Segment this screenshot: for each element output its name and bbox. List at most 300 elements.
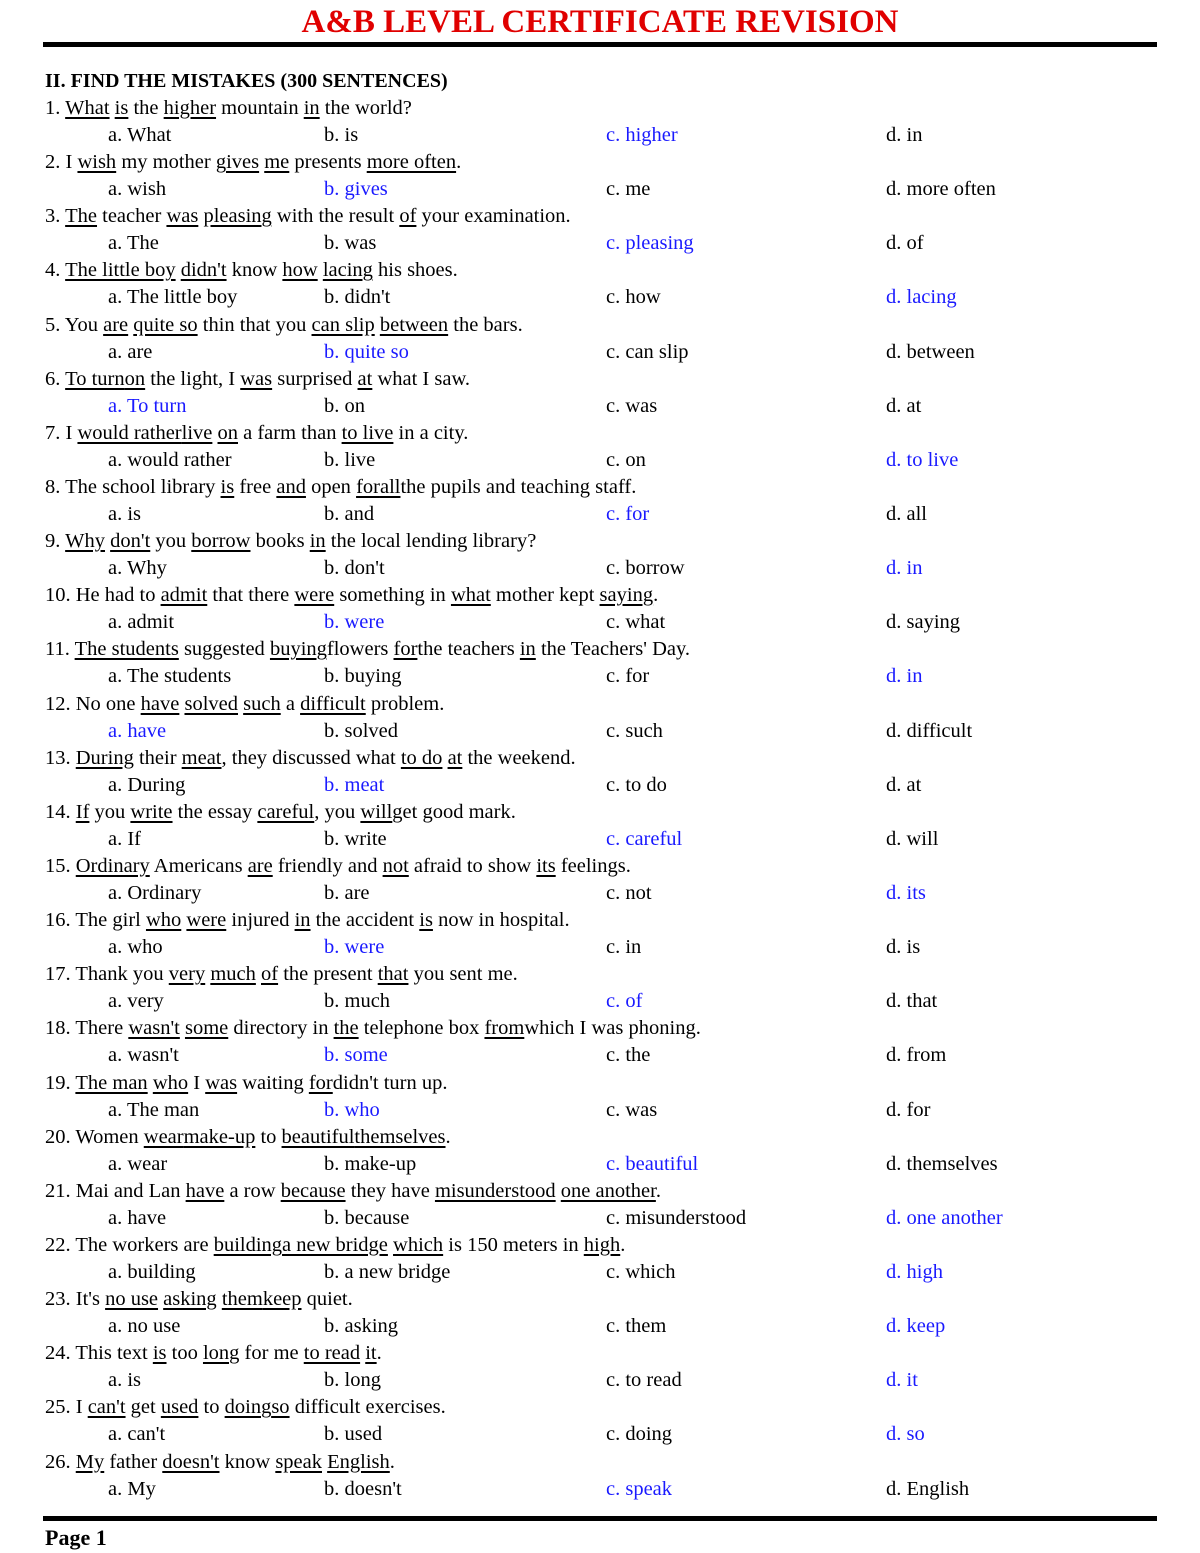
underlined-segment: a new bridge [282, 1233, 388, 1256]
underlined-segment: To turn [65, 367, 125, 390]
stem-segment: surprised [272, 367, 358, 390]
option-row [45, 1205, 1155, 1232]
stem-segment: too [166, 1342, 203, 1365]
stem-segment: what I saw. [372, 367, 471, 390]
stem-segment: father [104, 1450, 163, 1473]
underlined-segment: are [103, 313, 129, 336]
stem-segment: the pupils and teaching staff. [400, 475, 637, 498]
question-item [45, 582, 1155, 636]
stem-segment: afraid to show [408, 854, 537, 877]
option: c. the [606, 1044, 651, 1067]
option: b. used [324, 1423, 383, 1446]
stem-segment: teacher [97, 205, 167, 228]
underlined-segment: were [294, 584, 335, 607]
option: b. didn't [324, 286, 391, 309]
option-row [45, 826, 1155, 853]
underlined-segment: to live [341, 421, 394, 444]
correct-option: b. were [324, 936, 385, 959]
stem-segment: for me [239, 1342, 304, 1365]
underlined-segment: in [294, 909, 311, 932]
correct-option: a. have [108, 719, 167, 742]
option: c. them [606, 1315, 667, 1338]
underlined-segment: more often [366, 151, 457, 174]
stem-segment: the local lending library? [325, 530, 537, 553]
question-stem [45, 907, 1155, 934]
question-stem [45, 474, 1155, 501]
question-list [45, 95, 1155, 1503]
underlined-segment: it [365, 1342, 377, 1365]
underlined-segment: saying [599, 584, 654, 607]
option: c. was [606, 394, 658, 417]
stem-segment: that there [207, 584, 295, 607]
option: b. write [324, 827, 387, 850]
underlined-segment: in [303, 97, 320, 119]
underlined-segment: of [261, 963, 279, 986]
stem-segment: 22. The workers are [45, 1233, 214, 1256]
option: a. are [108, 340, 153, 363]
correct-option: c. beautiful [606, 1152, 699, 1175]
option: b. a new bridge [324, 1260, 451, 1283]
stem-segment: 10. He had to [45, 584, 161, 607]
question-stem [45, 95, 1155, 122]
stem-segment: 2. I [45, 151, 78, 174]
option: c. in [606, 936, 642, 959]
option-row [45, 772, 1155, 799]
underlined-segment: If [75, 800, 90, 823]
stem-segment: 7. I [45, 421, 78, 444]
option: d. at [886, 773, 922, 796]
underlined-segment: in [309, 530, 326, 553]
stem-segment: 8. The school library [45, 475, 221, 498]
underlined-segment: all [379, 475, 401, 498]
underlined-segment: lacing [322, 259, 373, 282]
option-row [45, 718, 1155, 745]
stem-segment: 6. [45, 367, 66, 390]
stem-segment: 13. [45, 746, 76, 769]
option-row [45, 230, 1155, 257]
underlined-segment: wish [77, 151, 117, 174]
stem-segment: mountain [216, 97, 304, 119]
stem-segment: thin that you [197, 313, 312, 336]
underlined-segment: in [519, 638, 536, 661]
stem-segment: 17. Thank you [45, 963, 169, 986]
option-row [45, 1097, 1155, 1124]
underlined-segment: who [145, 909, 182, 932]
correct-option: a. To turn [108, 394, 187, 417]
option: c. doing [606, 1423, 673, 1446]
stem-segment: 18. There [45, 1017, 129, 1040]
question-stem [45, 853, 1155, 880]
option-row [45, 1476, 1155, 1503]
underlined-segment: write [130, 800, 173, 823]
underlined-segment: was [240, 367, 273, 390]
underlined-segment: misunderstood [434, 1179, 556, 1202]
stem-segment: 14. [45, 800, 76, 823]
option: d. English [886, 1477, 970, 1500]
option: c. can slip [606, 340, 689, 363]
underlined-segment: The man [75, 1071, 148, 1094]
option: a. can't [108, 1423, 166, 1446]
underlined-segment: one another [560, 1179, 656, 1202]
option: d. from [886, 1044, 947, 1067]
underlined-segment: and [276, 475, 306, 498]
option: a. very [108, 990, 164, 1013]
option-row [45, 176, 1155, 203]
underlined-segment: on [124, 367, 146, 390]
underlined-segment: The students [74, 638, 179, 661]
underlined-segment: Ordinary [75, 854, 150, 877]
question-stem [45, 528, 1155, 555]
underlined-segment: building [213, 1233, 283, 1256]
option: b. is [324, 124, 359, 146]
option-row [45, 663, 1155, 690]
option: c. to do [606, 773, 667, 796]
underlined-segment: wasn't [128, 1017, 180, 1040]
stem-segment: . [655, 1179, 661, 1202]
question-item [45, 1286, 1155, 1340]
option: b. and [324, 502, 375, 525]
option: d. at [886, 394, 922, 417]
underlined-segment: some [184, 1017, 229, 1040]
question-item [45, 907, 1155, 961]
stem-segment: my mother [116, 151, 216, 174]
correct-option: b. were [324, 611, 385, 634]
question-stem [45, 1124, 1155, 1151]
question-item [45, 1232, 1155, 1286]
stem-segment: didn't turn up. [332, 1071, 448, 1094]
option-row [45, 122, 1155, 149]
question-item [45, 691, 1155, 745]
option-row [45, 609, 1155, 636]
stem-segment: which I was phoning. [524, 1017, 701, 1040]
stem-segment: the [128, 97, 164, 119]
stem-segment: you [150, 530, 192, 553]
question-stem [45, 420, 1155, 447]
underlined-segment: meat [181, 746, 222, 769]
stem-segment: , they discussed what [221, 746, 401, 769]
underlined-segment: me [264, 151, 290, 174]
correct-option: b. gives [324, 178, 388, 201]
option: c. borrow [606, 557, 685, 580]
underlined-segment: high [583, 1233, 621, 1256]
option: b. on [324, 394, 365, 417]
correct-option: d. keep [886, 1315, 946, 1338]
underlined-segment: was [166, 205, 199, 228]
underlined-segment: so [271, 1396, 290, 1419]
stem-segment: with the result [271, 205, 400, 228]
correct-option: d. one another [886, 1206, 1003, 1229]
stem-segment: 11. [45, 638, 75, 661]
underlined-segment: are [247, 854, 273, 877]
stem-segment: a [280, 692, 301, 715]
underlined-segment: to read [303, 1342, 361, 1365]
stem-segment: 19. [45, 1071, 76, 1094]
stem-segment: feelings. [555, 854, 631, 877]
stem-segment: 16. The girl [45, 909, 146, 932]
question-item [45, 853, 1155, 907]
underlined-segment: doesn't [162, 1450, 220, 1473]
stem-segment: is 150 meters in [443, 1233, 584, 1256]
correct-option: c. speak [606, 1477, 673, 1500]
option: c. what [606, 611, 666, 634]
option: a. The little boy [108, 286, 238, 309]
underlined-segment: keep [262, 1288, 302, 1311]
underlined-segment: for [356, 475, 380, 498]
option: d. between [886, 340, 975, 363]
stem-segment: his shoes. [372, 259, 458, 282]
option: b. solved [324, 719, 399, 742]
underlined-segment: such [243, 692, 281, 715]
correct-option: d. to live [886, 448, 959, 471]
question-item [45, 203, 1155, 257]
stem-segment: to [198, 1396, 225, 1419]
option: a. no use [108, 1315, 181, 1338]
option: a. is [108, 502, 142, 525]
underlined-segment: for [308, 1071, 333, 1094]
stem-segment: suggested [178, 638, 270, 661]
stem-segment: a row [224, 1179, 281, 1202]
stem-segment: 23. It's [45, 1288, 106, 1311]
correct-option: d. in [886, 665, 923, 688]
stem-segment: . [620, 1233, 626, 1256]
underlined-segment: speak [275, 1450, 322, 1473]
option: c. which [606, 1260, 676, 1283]
stem-segment: in a city. [393, 421, 469, 444]
stem-segment: the world? [319, 97, 412, 119]
question-stem [45, 799, 1155, 826]
option: a. Why [108, 557, 167, 580]
stem-segment: flowers [326, 638, 394, 661]
option: d. saying [886, 611, 961, 634]
underlined-segment: who [152, 1071, 189, 1094]
underlined-segment: is [114, 97, 129, 119]
correct-option: c. higher [606, 124, 678, 146]
option: b. live [324, 448, 376, 471]
option: c. misunderstood [606, 1206, 747, 1229]
option: a. wasn't [108, 1044, 179, 1067]
underlined-segment: the [333, 1017, 359, 1040]
option: b. long [324, 1369, 381, 1392]
underlined-segment: very [168, 963, 206, 986]
stem-segment: their [133, 746, 182, 769]
option: a. What [108, 124, 172, 146]
underlined-segment: at [357, 367, 373, 390]
option-row [45, 1421, 1155, 1448]
underlined-segment: how [282, 259, 318, 282]
underlined-segment: beautiful [281, 1125, 355, 1148]
question-stem [45, 582, 1155, 609]
stem-segment: the light, I [145, 367, 241, 390]
stem-segment: the accident [310, 909, 420, 932]
underlined-segment: would rather [77, 421, 182, 444]
option-row [45, 447, 1155, 474]
stem-segment: know [226, 259, 283, 282]
option: b. buying [324, 665, 402, 688]
option: b. much [324, 990, 391, 1013]
stem-segment: 20. Women [45, 1125, 144, 1148]
question-stem [45, 636, 1155, 663]
underlined-segment: doing [224, 1396, 272, 1419]
correct-option: d. so [886, 1423, 925, 1446]
underlined-segment: borrow [191, 530, 251, 553]
stem-segment: , you [314, 800, 361, 823]
option-row [45, 988, 1155, 1015]
stem-segment: quiet. [301, 1288, 353, 1311]
stem-segment: 26. [45, 1450, 76, 1473]
option: c. not [606, 881, 652, 904]
underlined-segment: What [65, 97, 110, 119]
option: c. on [606, 448, 646, 471]
underlined-segment: between [379, 313, 449, 336]
correct-option: b. who [324, 1098, 380, 1121]
option-row [45, 501, 1155, 528]
underlined-segment: from [484, 1017, 525, 1040]
question-stem [45, 1232, 1155, 1259]
question-item [45, 745, 1155, 799]
stem-segment: directory in [228, 1017, 334, 1040]
stem-segment: . [445, 1125, 451, 1148]
stem-segment: 25. I [45, 1396, 88, 1419]
option-row [45, 284, 1155, 311]
question-stem [45, 1070, 1155, 1097]
question-item [45, 528, 1155, 582]
underlined-segment: themselves [354, 1125, 446, 1148]
option: a. The [108, 232, 159, 255]
stem-segment: 9. [45, 530, 66, 553]
correct-option: b. quite so [324, 340, 409, 363]
question-stem [45, 312, 1155, 339]
option: a. During [108, 773, 186, 796]
stem-segment: 1. [45, 97, 66, 119]
stem-segment: the teachers [417, 638, 520, 661]
option: b. are [324, 881, 370, 904]
option: c. such [606, 719, 663, 742]
underlined-segment: that [377, 963, 409, 986]
stem-segment: mother kept [490, 584, 600, 607]
option: d. of [886, 232, 924, 255]
stem-segment: telephone box [358, 1017, 485, 1040]
correct-option: b. meat [324, 773, 385, 796]
underlined-segment: on [217, 421, 238, 444]
stem-segment: presents [289, 151, 367, 174]
underlined-segment: wear [143, 1125, 184, 1148]
underlined-segment: can't [87, 1396, 126, 1419]
underlined-segment: quite so [133, 313, 198, 336]
stem-segment: open [305, 475, 357, 498]
stem-segment: 5. You [45, 313, 104, 336]
option: a. building [108, 1260, 196, 1283]
underlined-segment: don't [110, 530, 151, 553]
underlined-segment: During [75, 746, 134, 769]
stem-segment: now in hospital. [432, 909, 570, 932]
option: b. don't [324, 557, 385, 580]
stem-segment: 12. No one [45, 692, 141, 715]
stem-segment: . [389, 1450, 395, 1473]
option: a. admit [108, 611, 175, 634]
question-item [45, 799, 1155, 853]
option: b. asking [324, 1315, 399, 1338]
correct-option: c. for [606, 502, 650, 525]
underlined-segment: is [419, 909, 433, 932]
section-heading: II. FIND THE MISTAKES (300 SENTENCES) [45, 70, 448, 92]
stem-segment: they have [345, 1179, 435, 1202]
question-item [45, 312, 1155, 366]
stem-segment: the essay [172, 800, 258, 823]
option: b. doesn't [324, 1477, 402, 1500]
stem-segment: get good mark. [392, 800, 516, 823]
underlined-segment: of [399, 205, 417, 228]
question-stem [45, 1394, 1155, 1421]
page-title: A&B LEVEL CERTIFICATE REVISION [301, 4, 899, 40]
question-item [45, 420, 1155, 474]
stem-segment: the present [278, 963, 378, 986]
option-row [45, 934, 1155, 961]
correct-option: c. of [606, 990, 643, 1013]
stem-segment: 3. [45, 205, 66, 228]
underlined-segment: didn't [180, 259, 227, 282]
option: d. all [886, 502, 927, 525]
question-item [45, 366, 1155, 420]
question-stem [45, 1449, 1155, 1476]
underlined-segment: The little boy [65, 259, 176, 282]
underlined-segment: Why [65, 530, 105, 553]
underlined-segment: live [181, 421, 213, 444]
stem-segment: the Teachers' Day. [535, 638, 691, 661]
correct-option: b. some [324, 1044, 388, 1067]
correct-option: c. careful [606, 827, 683, 850]
option-row [45, 339, 1155, 366]
option: a. who [108, 936, 163, 959]
option: b. make-up [324, 1152, 417, 1175]
underlined-segment: have [185, 1179, 225, 1202]
question-stem [45, 203, 1155, 230]
option: c. was [606, 1098, 658, 1121]
option-row [45, 1367, 1155, 1394]
question-item [45, 1394, 1155, 1448]
correct-option: d. high [886, 1260, 943, 1283]
stem-segment: 24. This text [45, 1342, 153, 1365]
underlined-segment: long [202, 1342, 240, 1365]
question-stem [45, 366, 1155, 393]
underlined-segment: what [450, 584, 491, 607]
question-item [45, 1124, 1155, 1178]
stem-segment: I [188, 1071, 206, 1094]
option: d. in [886, 124, 923, 146]
option: a. have [108, 1206, 167, 1229]
option: a. The man [108, 1098, 200, 1121]
question-item [45, 1178, 1155, 1232]
stem-segment: know [219, 1450, 276, 1473]
option: a. is [108, 1369, 142, 1392]
underlined-segment: them [221, 1288, 263, 1311]
question-stem [45, 1286, 1155, 1313]
question-stem [45, 961, 1155, 988]
option: a. would rather [108, 448, 232, 471]
question-stem [45, 257, 1155, 284]
underlined-segment: solved [184, 692, 239, 715]
option: a. My [108, 1477, 156, 1500]
option: d. difficult [886, 719, 973, 742]
option: a. The students [108, 665, 232, 688]
question-stem [45, 1015, 1155, 1042]
option: a. wish [108, 178, 167, 201]
underlined-segment: because [280, 1179, 346, 1202]
underlined-segment: is [152, 1342, 167, 1365]
underlined-segment: no use [105, 1288, 159, 1311]
question-stem [45, 149, 1155, 176]
correct-option: d. lacing [886, 286, 957, 309]
underlined-segment: for [393, 638, 418, 661]
